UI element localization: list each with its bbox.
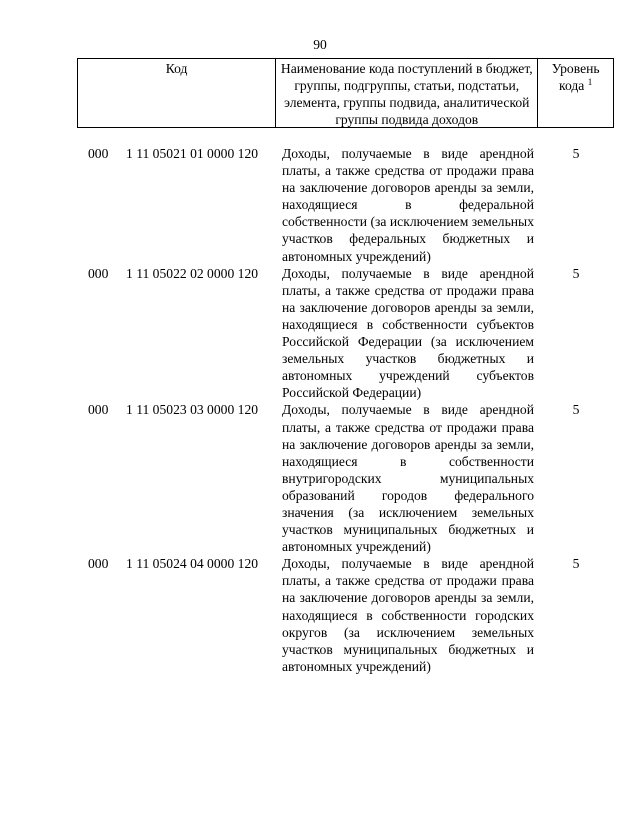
table-header bbox=[77, 58, 614, 128]
code-level: 5 bbox=[572, 402, 580, 418]
code-level: 5 bbox=[572, 556, 580, 572]
admin-code: 000 bbox=[88, 265, 109, 281]
table-row bbox=[0, 401, 640, 555]
revenue-name: Доходы, получаемые в виде арендной платы, а также средства от продажи права на заключение договоров аренды за земли, находящиеся в федеральной собственности (за исключением земельных участков федеральных бюджетных и автономных учреждений) bbox=[282, 146, 534, 264]
table-body bbox=[0, 145, 640, 675]
table-row bbox=[0, 555, 640, 675]
revenue-code: 1 11 05023 03 0000 120 bbox=[126, 402, 259, 418]
admin-code: 000 bbox=[88, 402, 109, 418]
revenue-code: 1 11 05022 02 0000 120 bbox=[126, 265, 259, 281]
admin-code: 000 bbox=[88, 146, 109, 161]
header-level bbox=[538, 59, 613, 127]
table-row bbox=[0, 265, 640, 402]
header-name: Наименование кода поступлений в бюджет, группы, подгруппы, статьи, подстатьи, элемента, группы подвида, аналитической группы подвида доходов bbox=[276, 59, 538, 127]
code-level: 5 bbox=[572, 146, 580, 161]
header-level-label: Уровень кода bbox=[551, 61, 600, 94]
page-number: 90 bbox=[313, 37, 327, 52]
footnote-marker: 1 bbox=[587, 77, 593, 88]
code-level: 5 bbox=[572, 265, 580, 281]
revenue-code: 1 11 05021 01 0000 120 bbox=[126, 146, 259, 161]
revenue-name: Доходы, получаемые в виде арендной платы, а также средства от продажи права на заключение договоров аренды за земли, находящиеся в собственности субъектов Российской Федерации (за исключением земельных участков бюджетных и автономных учреждений субъектов Российской Федерации) bbox=[282, 265, 534, 401]
revenue-name: Доходы, получаемые в виде арендной платы, а также средства от продажи права на заключение договоров аренды за земли, находящиеся в собственности городских округов (за исключением земельных участков муниципальных бюджетных и автономных учреждений) bbox=[282, 556, 534, 674]
header-code: Код bbox=[78, 59, 276, 127]
table-row bbox=[0, 145, 640, 265]
revenue-code: 1 11 05024 04 0000 120 bbox=[126, 556, 259, 572]
admin-code: 000 bbox=[88, 556, 109, 572]
revenue-name: Доходы, получаемые в виде арендной платы, а также средства от продажи права на заключение договоров аренды за земли, находящиеся в собственности внутригородских муниципальных образований городов федерального значения (за исключением земельных участков муниципальных бюджетных и автономных учреждений) bbox=[282, 402, 534, 555]
